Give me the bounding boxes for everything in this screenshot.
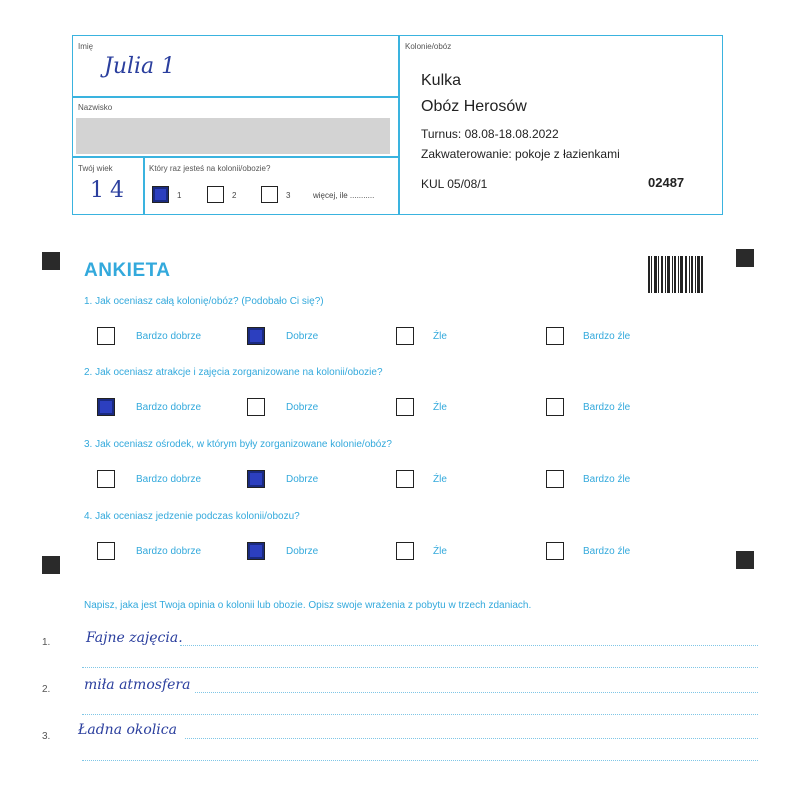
question-3-checkbox-3[interactable] [396,470,414,488]
answer-line-1 [180,645,758,646]
question-2-checkbox-2[interactable] [247,398,265,416]
question-1-option-3-label: Źle [433,331,447,342]
question-2-option-4-label: Bardzo źle [583,402,631,413]
question-3-checkbox-4[interactable] [546,470,564,488]
survey-title: ANKIETA [84,260,171,281]
question-4-checkbox-3[interactable] [396,542,414,560]
question-4-option-3-label: Źle [433,546,447,557]
question-3-checkbox-2[interactable] [247,470,265,488]
answer-line-3b [82,760,758,761]
question-1-option-1-label: Bardzo dobrze [136,331,202,342]
answer-number-2: 2. [42,684,51,695]
question-1-checkbox-1[interactable] [97,327,115,345]
times-more: więcej, ile ........... [313,191,375,200]
question-2-option-1-label: Bardzo dobrze [136,402,202,413]
question-4-checkbox-1[interactable] [97,542,115,560]
registration-mark-mid-left [42,556,60,574]
answer-line-2 [195,692,758,693]
question-4-option-2-label: Dobrze [286,546,319,557]
camp-label: Kolonie/obóz [405,42,452,51]
answer-line-1b [82,667,758,668]
question-2-checkbox-4[interactable] [546,398,564,416]
question-3-option-2-label: Dobrze [286,474,319,485]
form-number: 02487 [648,175,685,190]
question-3-option-3-label: Źle [433,474,447,485]
question-2-text: 2. Jak oceniasz atrakcje i zajęcia zorganizowane na kolonii/obozie? [84,367,383,378]
answer-2[interactable]: miła atmosfera [84,677,191,693]
question-1-text: 1. Jak oceniasz całą kolonię/obóz? (Podobało Ci się?) [84,296,324,307]
times-checkbox-1[interactable] [152,186,169,203]
question-2-checkbox-1[interactable] [97,398,115,416]
question-1-option-4-label: Bardzo źle [583,331,631,342]
question-3-option-1-label: Bardzo dobrze [136,474,202,485]
times-option-1: 1 [177,191,182,200]
answer-line-2b [82,714,758,715]
name-value[interactable]: Julia 1 [104,54,176,79]
turnus: Turnus: 08.08-18.08.2022 [421,127,559,141]
registration-mark-top-right [736,249,754,267]
name-label: Imię [78,42,94,51]
header-divider-1 [72,96,399,98]
times-checkbox-3[interactable] [261,186,278,203]
question-4-text: 4. Jak oceniasz jedzenie podczas kolonii/obozu? [84,511,300,522]
times-option-2: 2 [232,191,237,200]
answer-number-3: 3. [42,731,51,742]
times-label: Który raz jesteś na kolonii/obozie? [149,164,271,173]
opinion-prompt: Napisz, jaka jest Twoja opinia o kolonii lub obozie. Opisz swoje wrażenia z pobytu w trzech zdaniach. [84,600,532,611]
question-3-text: 3. Jak oceniasz ośrodek, w którym były zorganizowane kolonie/obóz? [84,439,392,450]
header-divider-age [143,156,145,215]
times-checkbox-2[interactable] [207,186,224,203]
question-2-option-3-label: Źle [433,402,447,413]
question-1-checkbox-2[interactable] [247,327,265,345]
question-3-checkbox-1[interactable] [97,470,115,488]
times-option-3: 3 [286,191,291,200]
surname-redacted [76,118,390,154]
surname-label: Nazwisko [78,103,113,112]
question-1-option-2-label: Dobrze [286,331,319,342]
question-1-checkbox-3[interactable] [396,327,414,345]
answer-line-3 [185,738,758,739]
question-4-checkbox-2[interactable] [247,542,265,560]
question-4-option-4-label: Bardzo źle [583,546,631,557]
answer-number-1: 1. [42,637,51,648]
question-2-option-2-label: Dobrze [286,402,319,413]
question-2-checkbox-3[interactable] [396,398,414,416]
answer-1[interactable]: Fajne zajęcia. [86,630,183,646]
header-divider-vertical [398,35,400,215]
registration-mark-top-left [42,252,60,270]
camp-subname: Obóz Herosów [421,98,527,115]
answer-3[interactable]: Ładna okolica [78,722,177,738]
question-4-checkbox-4[interactable] [546,542,564,560]
barcode-icon [648,256,703,293]
camp-name: Kulka [421,72,462,89]
question-1-checkbox-4[interactable] [546,327,564,345]
age-label: Twój wiek [78,164,113,173]
question-3-option-4-label: Bardzo źle [583,474,631,485]
camp-code: KUL 05/08/1 [421,177,488,191]
age-value[interactable]: 14 [90,178,130,203]
header-divider-2 [72,156,399,158]
question-4-option-1-label: Bardzo dobrze [136,546,202,557]
registration-mark-mid-right [736,551,754,569]
accommodation: Zakwaterowanie: pokoje z łazienkami [421,147,620,161]
